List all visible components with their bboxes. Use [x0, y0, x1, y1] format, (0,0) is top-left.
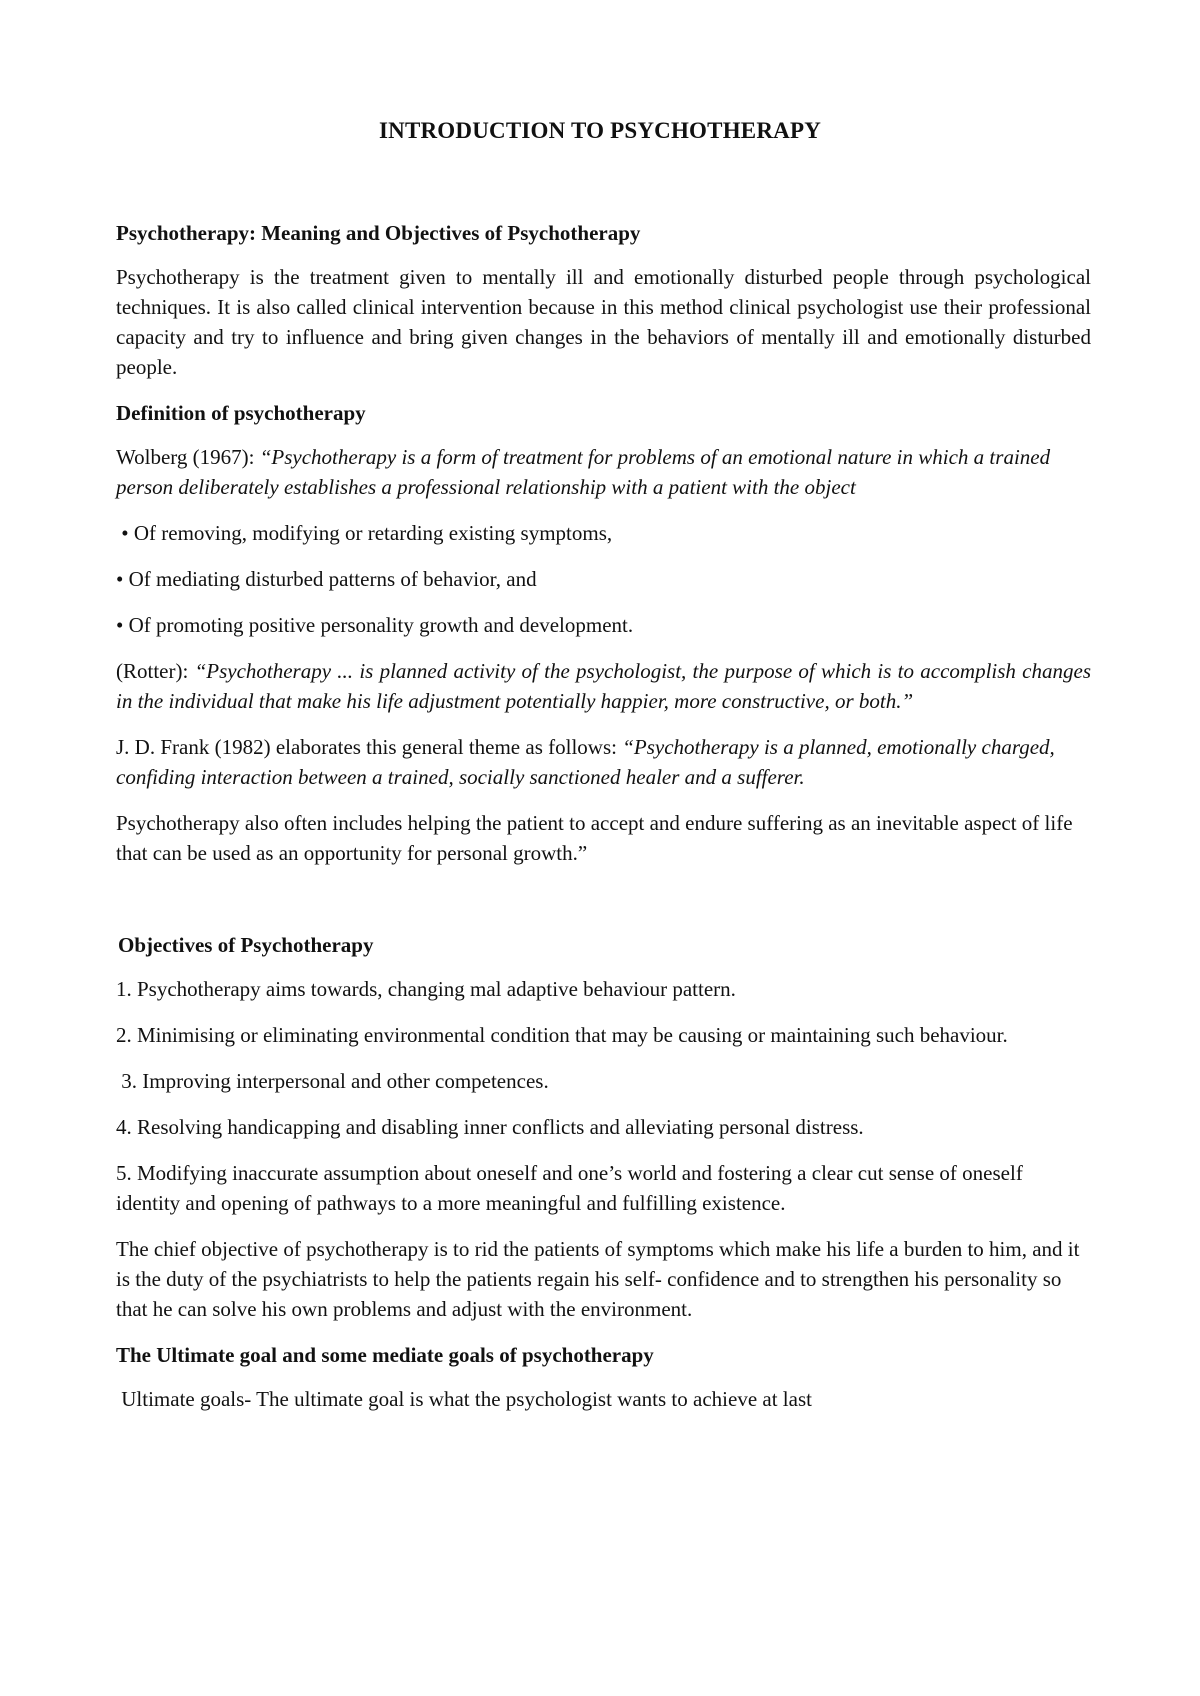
- bullet-item: • Of promoting positive personality growth and development.: [116, 613, 634, 637]
- objective-item: 5. Modifying inaccurate assumption about oneself and one’s world and fostering a clear cut sense of oneself identity and opening of pathways to a more meaningful and fulfilling existence.: [116, 1161, 1023, 1215]
- bullet-item: • Of mediating disturbed patterns of behavior, and: [116, 567, 537, 591]
- rotter-quote: “Psychotherapy ... is planned activity of the psychologist, the purpose of which is to accomplish changes in the individual that make his life adjustment potentially happier, more constructive, or both.”: [116, 659, 1091, 713]
- frank-quote: “Psychotherapy is a planned, emotionally charged, confiding interaction between a trained, socially sanctioned healer and a sufferer: [116, 735, 1055, 789]
- section-heading-objectives: Objectives of Psychotherapy: [118, 933, 374, 957]
- rotter-citation: (Rotter):: [116, 659, 195, 683]
- wolberg-citation: Wolberg (1967):: [116, 445, 260, 469]
- paragraph-frank: [116, 732, 1091, 792]
- objective-item: 1. Psychotherapy aims towards, changing mal adaptive behaviour pattern.: [116, 977, 736, 1001]
- frank-citation: J. D. Frank (1982) elaborates this general theme as follows:: [116, 735, 623, 759]
- paragraph-also: Psychotherapy also often includes helping the patient to accept and endure suffering as an inevitable aspect of life that can be used as an opportunity for personal growth.”: [116, 811, 1073, 865]
- paragraph-meaning: Psychotherapy is the treatment given to mentally ill and emotionally disturbed people through psychological techniques. It is also called clinical intervention because in this method clinical psychologist use their professional capacity and try to influence and bring given changes in the behaviors of mentally ill and emotionally disturbed people.: [116, 265, 1091, 379]
- objective-item: 3. Improving interpersonal and other competences.: [116, 1069, 549, 1093]
- objective-item: 2. Minimising or eliminating environmental condition that may be causing or maintaining such behaviour.: [116, 1023, 1008, 1047]
- paragraph-chief-objective: The chief objective of psychotherapy is to rid the patients of symptoms which make his life a burden to him, and it is the duty of the psychiatrists to help the patients regain his self- confidence and to strengthen his personality so that he can solve his own problems and adjust with the environment.: [116, 1237, 1080, 1321]
- paragraph-wolberg: [116, 442, 1091, 502]
- paragraph-ultimate-goals: Ultimate goals- The ultimate goal is what the psychologist wants to achieve at last: [116, 1387, 812, 1411]
- paragraph-rotter: [116, 656, 1091, 716]
- wolberg-quote: “Psychotherapy is a form of treatment for problems of an emotional nature in which a trained person deliberately establishes a professional relationship with a patient with the object: [116, 445, 1051, 499]
- spacer: [116, 884, 1091, 930]
- objective-item: 4. Resolving handicapping and disabling inner conflicts and alleviating personal distress.: [116, 1115, 864, 1139]
- section-heading-definition: Definition of psychotherapy: [116, 401, 366, 425]
- section-heading-goals: The Ultimate goal and some mediate goals of psychotherapy: [116, 1343, 654, 1367]
- document-title: INTRODUCTION TO PSYCHOTHERAPY: [378, 118, 821, 143]
- frank-end: .: [799, 765, 805, 789]
- bullet-item: • Of removing, modifying or retarding existing symptoms,: [116, 521, 613, 545]
- section-heading-meaning: Psychotherapy: Meaning and Objectives of Psychotherapy: [116, 221, 641, 245]
- document-body: [116, 218, 1091, 1430]
